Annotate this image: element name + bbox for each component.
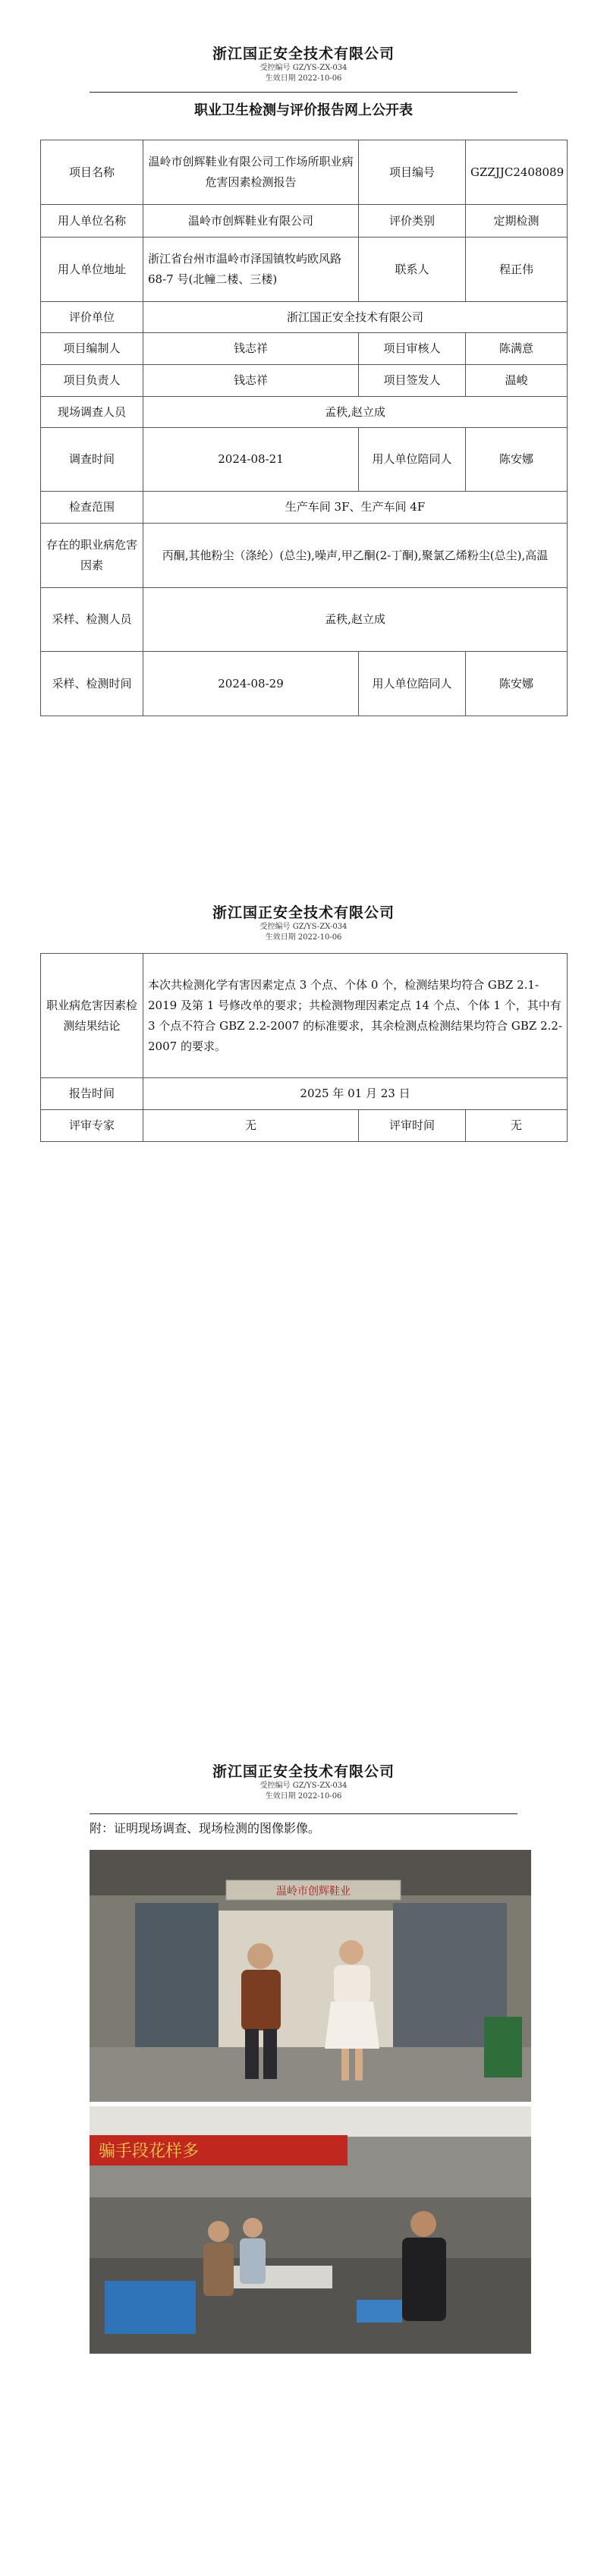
reviewer-label: 项目审核人 xyxy=(359,333,466,365)
contact-value: 程正伟 xyxy=(466,237,568,302)
scope-label: 检查范围 xyxy=(41,492,143,524)
samplers-label: 采样、检测人员 xyxy=(41,588,143,652)
effective-date: 生效日期 2022-10-06 xyxy=(265,74,342,83)
scope-value: 生产车间 3F、生产车间 4F xyxy=(143,492,568,524)
project-name-label: 项目名称 xyxy=(41,140,143,205)
header-rule xyxy=(90,92,517,93)
samplers-value: 孟秩,赵立成 xyxy=(143,588,568,652)
doc-code: 受控编号 GZ/YS-ZX-034 xyxy=(259,923,348,931)
factory-sign-text: 温岭市创辉鞋业 xyxy=(276,1886,351,1898)
report-time-value: 2025 年 01 月 23 日 xyxy=(143,1078,568,1110)
address-value: 浙江省台州市温岭市泽国镇牧屿欧风路 68-7 号(北幢二楼、三楼) xyxy=(143,237,359,302)
site-survey-photo xyxy=(90,1850,531,2102)
escort2-label: 用人单位陪同人 xyxy=(359,652,466,716)
investigators-label: 现场调查人员 xyxy=(41,397,143,428)
conclusion-value: 本次共检测化学有害因素定点 3 个点、个体 0 个，检测结果均符合 GBZ 2.1-2019 及第 1 号修改单的要求；共检测物理因素定点 14 个点、个体 1 个，其中有 3 个点不符合 GBZ 2.2-2007 的标准要求，其余检测点检测结果均符合 GBZ 2.2-2007 的要求。 xyxy=(143,954,568,1078)
survey-time-label: 调查时间 xyxy=(41,428,143,492)
company-name: 浙江国正安全技术有限公司 xyxy=(212,1763,395,1780)
page3-header xyxy=(0,1760,607,1802)
employer-value: 温岭市创辉鞋业有限公司 xyxy=(143,205,359,237)
reviewer-value: 陈满意 xyxy=(466,333,568,365)
hazards-label: 存在的职业病危害因素 xyxy=(41,524,143,588)
effective-date: 生效日期 2022-10-06 xyxy=(265,933,342,942)
sample-time-value: 2024-08-29 xyxy=(143,652,359,716)
contact-label: 联系人 xyxy=(359,237,466,302)
project-no-label: 项目编号 xyxy=(359,140,466,205)
report-time-label: 报告时间 xyxy=(41,1078,143,1110)
compiler-value: 钱志祥 xyxy=(143,333,359,365)
eval-unit-value: 浙江国正安全技术有限公司 xyxy=(143,302,568,333)
escort1-label: 用人单位陪同人 xyxy=(359,428,466,492)
header-rule xyxy=(90,1813,517,1814)
address-label: 用人单位地址 xyxy=(41,237,143,302)
investigators-value: 孟秩,赵立成 xyxy=(143,397,568,428)
company-name: 浙江国正安全技术有限公司 xyxy=(212,46,395,62)
company-name: 浙江国正安全技术有限公司 xyxy=(212,904,395,921)
doc-code: 受控编号 GZ/YS-ZX-034 xyxy=(259,64,348,72)
leader-label: 项目负责人 xyxy=(41,365,143,397)
signer-value: 温峻 xyxy=(466,365,568,397)
eval-type-value: 定期检测 xyxy=(466,205,568,237)
page-title: 职业卫生检测与评价报告网上公开表 xyxy=(194,102,413,118)
escort1-value: 陈安娜 xyxy=(466,428,568,492)
banner-text: 骗手段花样多 xyxy=(99,2142,200,2161)
sample-time-label: 采样、检测时间 xyxy=(41,652,143,716)
escort2-value: 陈安娜 xyxy=(466,652,568,716)
expert-value: 无 xyxy=(143,1110,359,1142)
site-survey-photo-art xyxy=(90,1850,531,2102)
hazards-value: 丙酮,其他粉尘（涤纶）(总尘),噪声,甲乙酮(2-丁酮),聚氯乙烯粉尘(总尘),高温 xyxy=(143,524,568,588)
page1-header xyxy=(0,42,607,84)
project-no-value: GZZJJC2408089 xyxy=(466,140,568,205)
site-detection-photo xyxy=(90,2106,531,2354)
review-time-value: 无 xyxy=(466,1110,568,1142)
expert-label: 评审专家 xyxy=(41,1110,143,1142)
conclusion-label: 职业病危害因素检测结果结论 xyxy=(41,954,143,1078)
site-detection-photo-art xyxy=(90,2106,531,2354)
eval-unit-label: 评价单位 xyxy=(41,302,143,333)
doc-code: 受控编号 GZ/YS-ZX-034 xyxy=(259,1782,348,1790)
leader-value: 钱志祥 xyxy=(143,365,359,397)
compiler-label: 项目编制人 xyxy=(41,333,143,365)
effective-date: 生效日期 2022-10-06 xyxy=(265,1792,342,1801)
info-table xyxy=(40,140,568,716)
signer-label: 项目签发人 xyxy=(359,365,466,397)
project-name-value: 温岭市创辉鞋业有限公司工作场所职业病危害因素检测报告 xyxy=(143,140,359,205)
employer-label: 用人单位名称 xyxy=(41,205,143,237)
review-time-label: 评审时间 xyxy=(359,1110,466,1142)
survey-time-value: 2024-08-21 xyxy=(143,428,359,492)
page2-header xyxy=(0,901,607,943)
attachment-note: 附：证明现场调查、现场检测的图像影像。 xyxy=(90,1821,321,1835)
conclusion-table xyxy=(40,953,568,1142)
eval-type-label: 评价类别 xyxy=(359,205,466,237)
